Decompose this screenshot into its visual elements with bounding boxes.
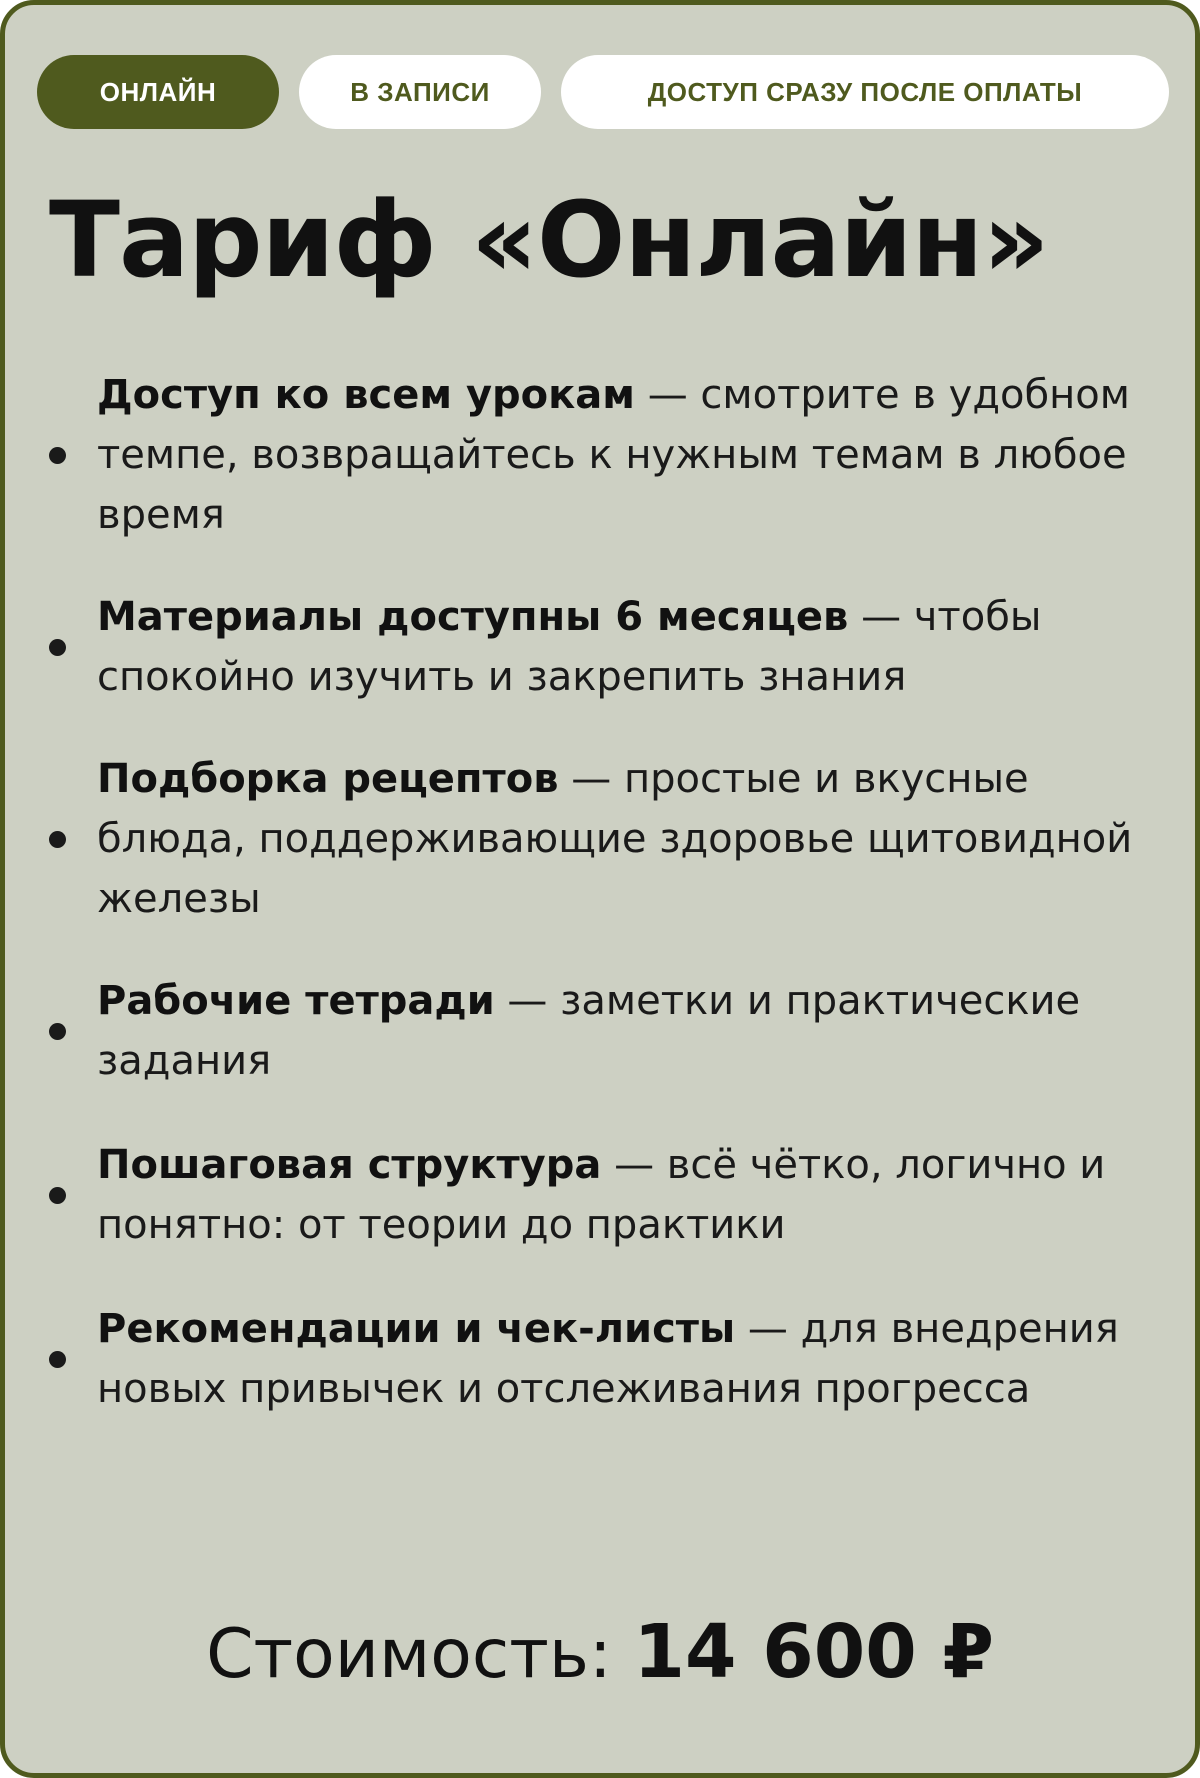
feature-title: Рекомендации и чек-листы bbox=[97, 1306, 736, 1352]
price-value: 14 600 ₽ bbox=[633, 1609, 994, 1695]
tariff-tabs bbox=[37, 55, 1163, 131]
list-item bbox=[5, 1135, 1195, 1255]
feature-description: — простые и вкусные блюда, поддерживающие здоровье щитовидной железы bbox=[97, 756, 1133, 922]
page-title: Тариф «Онлайн» bbox=[49, 179, 1049, 301]
list-item bbox=[5, 749, 1195, 929]
list-item bbox=[5, 587, 1195, 707]
bullet-icon bbox=[49, 1023, 66, 1040]
bullet-icon bbox=[49, 1351, 66, 1368]
feature-title: Доступ ко всем урокам bbox=[97, 372, 635, 418]
feature-title: Материалы доступны 6 месяцев bbox=[97, 594, 849, 640]
feature-description: — чтобы спокойно изучить и закрепить знания bbox=[97, 594, 1042, 700]
feature-description: — всё чётко, логично и понятно: от теории до практики bbox=[97, 1142, 1106, 1248]
tab-online[interactable]: ОНЛАЙН bbox=[37, 55, 279, 129]
tab-recorded[interactable]: В ЗАПИСИ bbox=[299, 55, 541, 129]
price-line bbox=[5, 1609, 1195, 1695]
list-item bbox=[5, 1299, 1195, 1419]
feature-description: — для внедрения новых привычек и отслеживания прогресса bbox=[97, 1306, 1119, 1412]
list-item bbox=[5, 365, 1195, 545]
bullet-icon bbox=[49, 447, 66, 464]
bullet-icon bbox=[49, 1187, 66, 1204]
bullet-icon bbox=[49, 831, 66, 848]
feature-title: Пошаговая структура bbox=[97, 1142, 602, 1188]
list-item bbox=[5, 971, 1195, 1091]
price-label: Стоимость: bbox=[206, 1615, 612, 1694]
feature-list bbox=[5, 365, 1195, 1419]
feature-title: Подборка рецептов bbox=[97, 756, 559, 802]
feature-description: — смотрите в удобном темпе, возвращайтесь к нужным темам в любое время bbox=[97, 372, 1130, 538]
tab-instant-access[interactable]: ДОСТУП СРАЗУ ПОСЛЕ ОПЛАТЫ bbox=[561, 55, 1169, 129]
bullet-icon bbox=[49, 639, 66, 656]
feature-title: Рабочие тетради bbox=[97, 978, 495, 1024]
feature-description: — заметки и практические задания bbox=[97, 978, 1081, 1084]
